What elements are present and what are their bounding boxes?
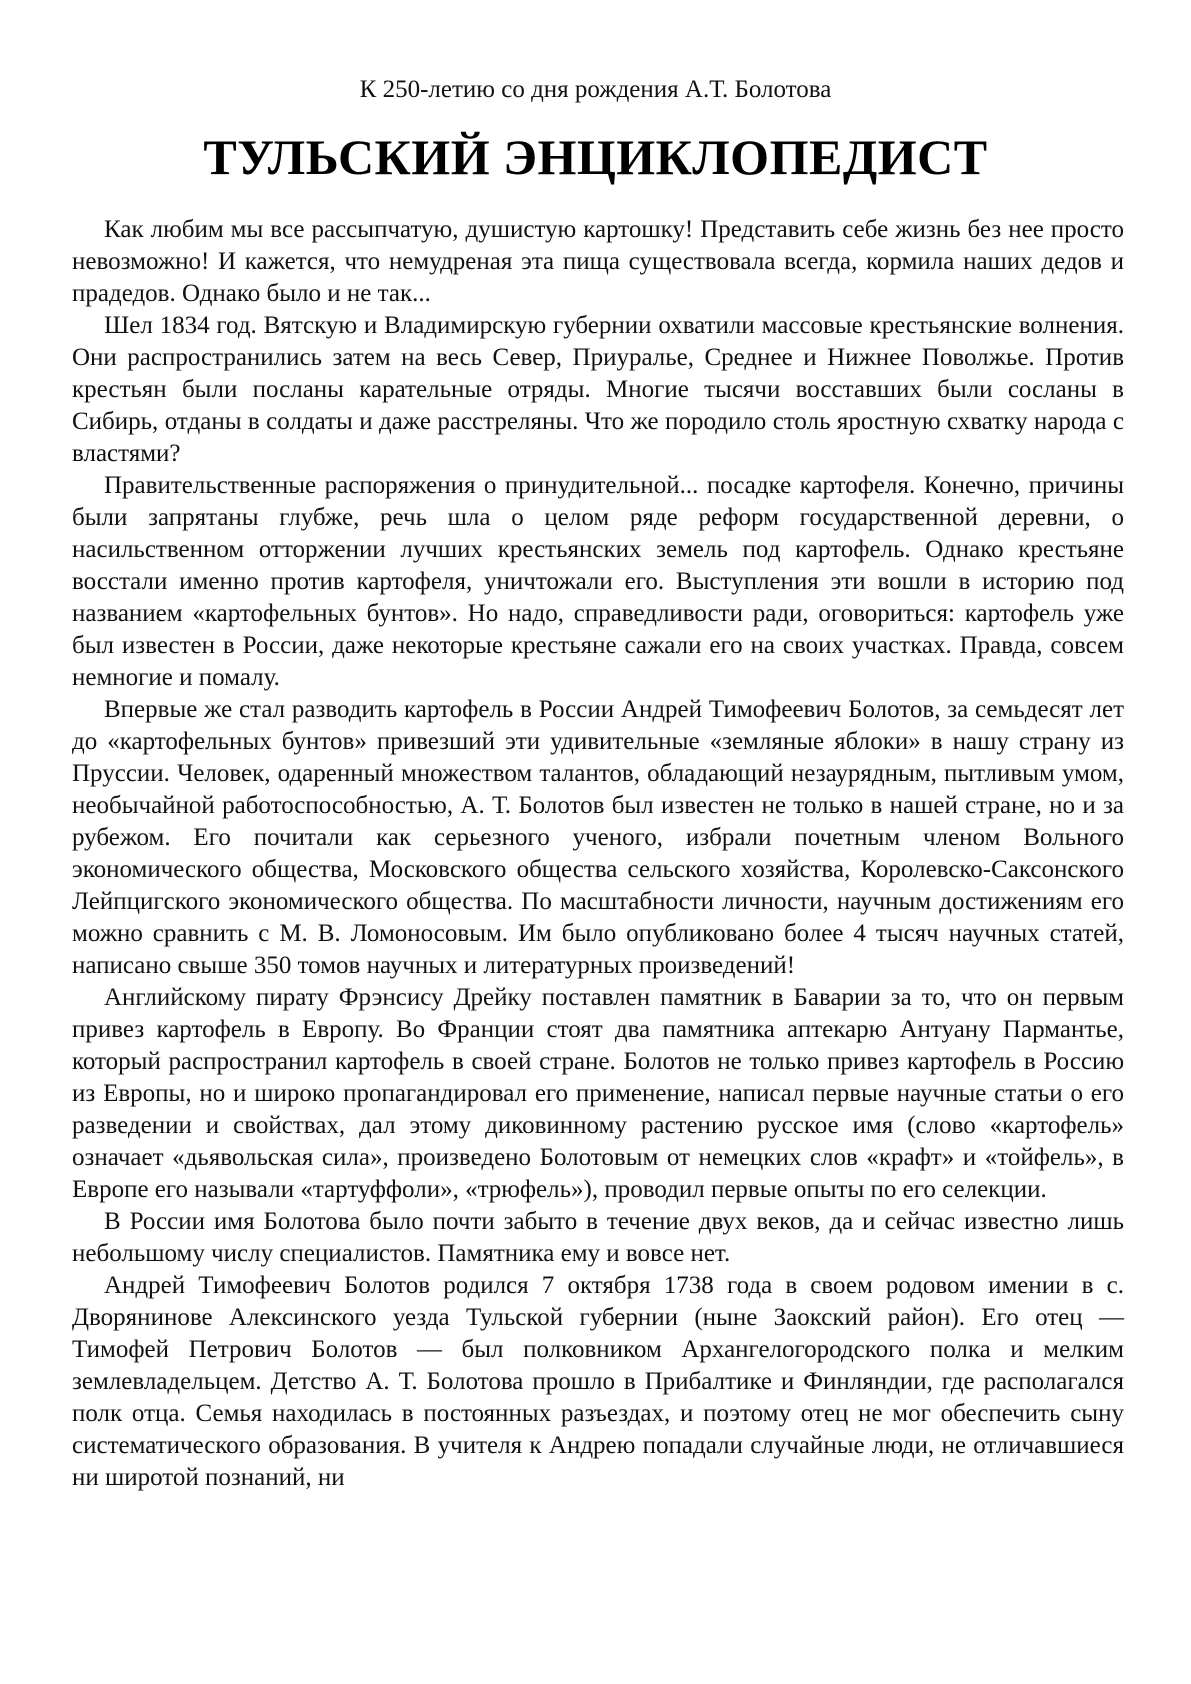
- paragraph: Андрей Тимофеевич Болотов родился 7 октября 1738 года в своем родовом имении в с. Дворянинове Алексинского уезда Тульской губернии (ныне Заокский район). Его отец — Тимофей Петрович Болотов — был полковником Архангелогородского полка и мелким землевладельцем. Детство А. Т. Болотова прошло в Прибалтике и Финляндии, где располагался полк отца. Семья находилась в постоянных разъездах, и поэтому отец не мог обеспечить сыну систематического образования. В учителя к Андрею попадали случайные люди, не отличавшиеся ни широтой познаний, ни: [72, 1272, 1124, 1491]
- paragraph: Как любим мы все рассыпчатую, душистую картошку! Представить себе жизнь без нее просто невозможно! И кажется, что немудреная эта пища существовала всегда, кормила наших дедов и прадедов. Однако было и не так...: [72, 216, 1124, 307]
- article-body: [72, 214, 1124, 1494]
- paragraph: Шел 1834 год. Вятскую и Владимирскую губернии охватили массовые крестьянские волнения. Они распространились затем на весь Север, Приуралье, Среднее и Нижнее Поволжье. Против крестьян были посланы карательные отряды. Многие тысячи восставших были сосланы в Сибирь, отданы в солдаты и даже расстреляны. Что же породило столь яростную схватку народа с властями?: [72, 312, 1124, 467]
- paragraph: Английскому пирату Фрэнсису Дрейку поставлен памятник в Баварии за то, что он первым привез картофель в Европу. Во Франции стоят два памятника аптекарю Антуану Пармантье, который распространил картофель в своей стране. Болотов не только привез картофель в Россию из Европы, но и широко пропагандировал его применение, написал первые научные статьи о его разведении и свойствах, дал этому диковинному растению русское имя (слово «картофель» означает «дьявольская сила», произведено Болотовым от немецких слов «крафт» и «тойфель», в Европе его называли «тартуффоли», «трюфель»), проводил первые опыты по его селекции.: [72, 984, 1124, 1203]
- paragraph: В России имя Болотова было почти забыто в течение двух веков, да и сейчас известно лишь небольшому числу специалистов. Памятника ему и вовсе нет.: [72, 1208, 1124, 1267]
- paragraph: Впервые же стал разводить картофель в России Андрей Тимофеевич Болотов, за семьдесят лет до «картофельных бунтов» привезший эти удивительные «земляные яблоки» в нашу страну из Пруссии. Человек, одаренный множеством талантов, обладающий незаурядным, пытливым умом, необычайной работоспособностью, А. Т. Болотов был известен не только в нашей стране, но и за рубежом. Его почитали как серьезного ученого, избрали почетным членом Вольного экономического общества, Московского общества сельского хозяйства, Королевско-Саксонского Лейпцигского экономического общества. По масштабности личности, научным достижениям его можно сравнить с М. В. Ломоносовым. Им было опубликовано более 4 тысяч научных статей, написано свыше 350 томов научных и литературных произведений!: [72, 696, 1124, 979]
- article-supertitle: К 250-летию со дня рождения А.Т. Болотова: [359, 76, 832, 103]
- article-title: ТУЛЬСКИЙ ЭНЦИКЛОПЕДИСТ: [203, 129, 988, 185]
- paragraph: Правительственные распоряжения о принудительной... посадке картофеля. Конечно, причины были запрятаны глубже, речь шла о целом ряде реформ государственной деревни, о насильственном отторжении лучших крестьянских земель под картофель. Однако крестьяне восстали именно против картофеля, уничтожали его. Выступления эти вошли в историю под названием «картофельных бунтов». Но надо, справедливости ради, оговориться: картофель уже был известен в России, даже некоторые крестьяне сажали его на своих участках. Правда, совсем немногие и помалу.: [72, 472, 1124, 691]
